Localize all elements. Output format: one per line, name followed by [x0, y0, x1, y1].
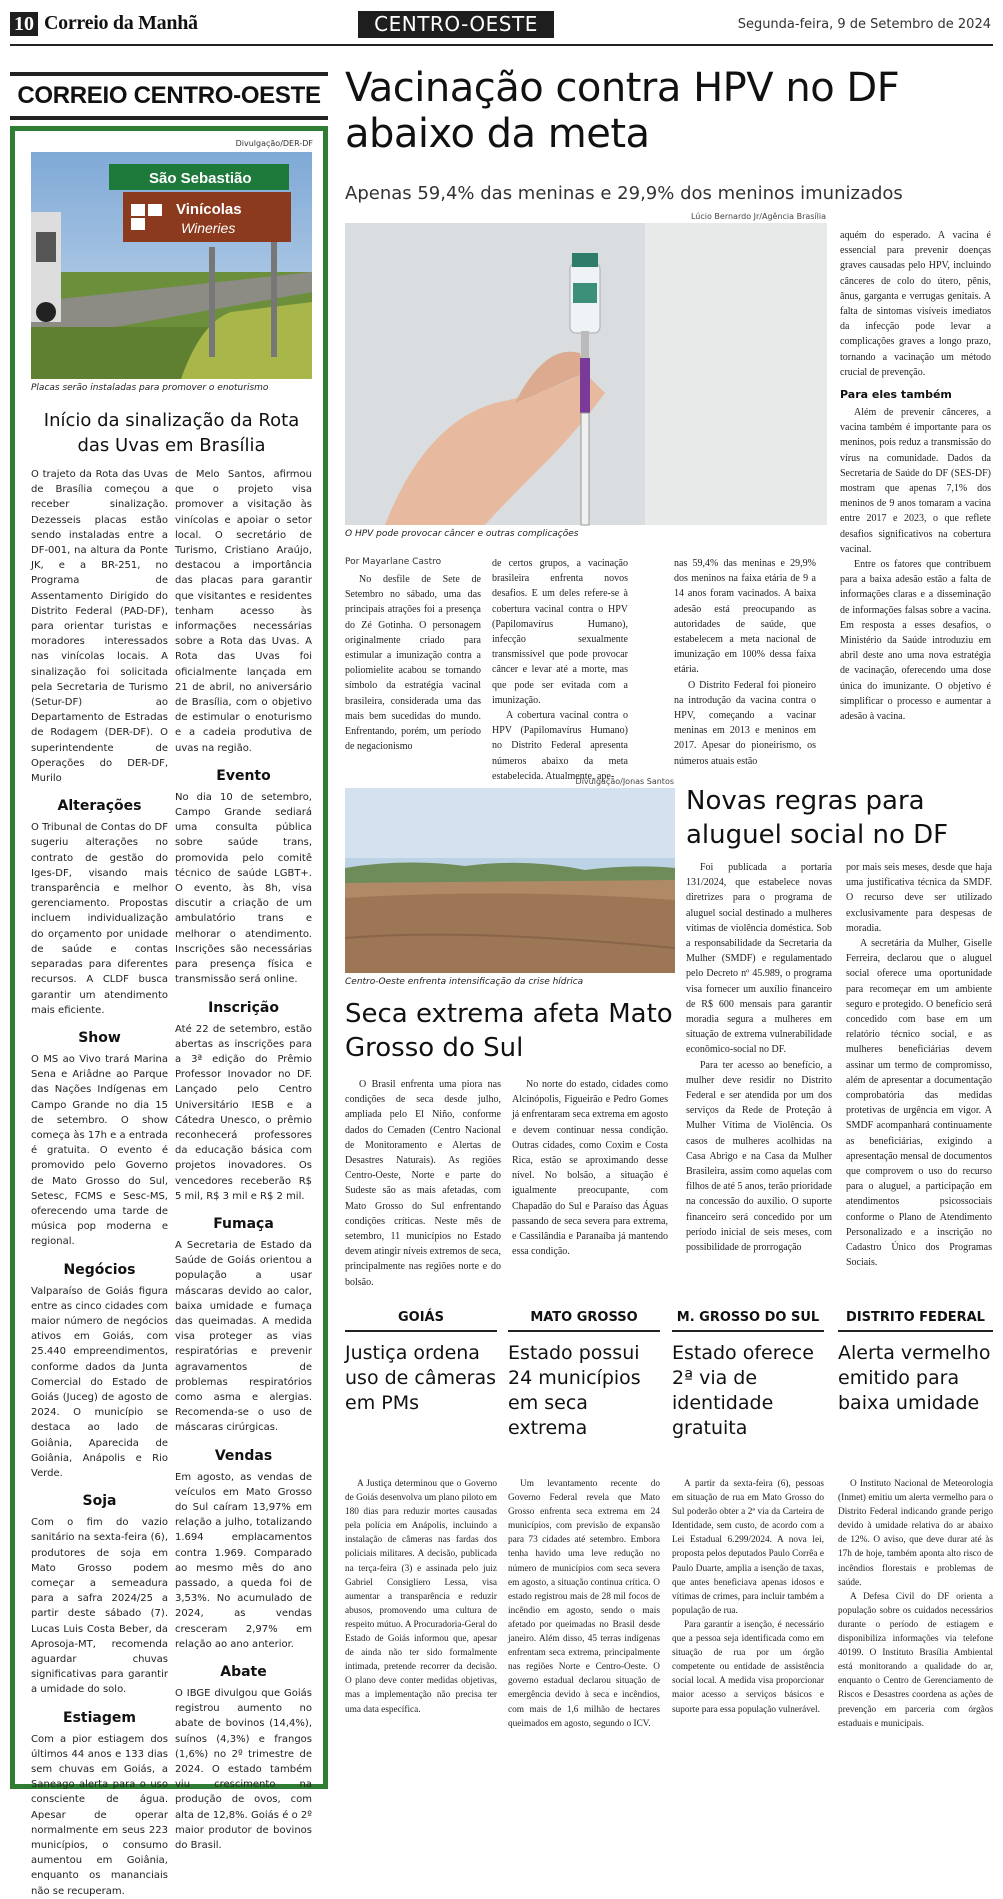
- issue-date: Segunda-feira, 9 de Setembro de 2024: [737, 17, 991, 32]
- paragraph: O Instituto Nacional de Meteorologia (Inmet) emitiu um alerta vermelho para o Distrito Federal indicando grande perigo devido à umidade relativa do ar abaixo de 12%. O aviso, que deve durar até às 17h de hoje, também aponta alto risco de incêndios florestais e problemas de saúde.: [838, 1479, 993, 1588]
- paragraph: A Justiça determinou que o Governo de Goiás desenvolva um plano piloto em 180 dias para reduzir mortes causadas pela polícia em Anápolis, incluindo a instalação de câmeras nas fardas dos policiais militares. A decisão, publicada na terça-feira (3) e assinada pelo juiz Gabriel Consigliero Lessa, visa aumentar a transparência e reduzir abusos, promovendo uma cultura de respeito mútuo. A Procuradoria-Geral do Estado de Goiás informou que, apesar de ainda não ter sido formalmente intimada, pretende recorrer da decisão. O plano deve conter medidas objetivas, mas a implementação não precisa ter uma data específica.: [345, 1479, 497, 1715]
- main-headline: Vacinação contra HPV no DF abaixo da meta: [345, 65, 900, 157]
- seca-column-1: [345, 1077, 501, 1290]
- paragraph: de certos grupos, a vacinação brasileira enfrenta novos desafios. E um deles refere-se à cobertura vacinal contra o HPV (Papilomavírus Humano), infecção sexualmente transmissível que pode provocar câncer e levar até a morte, mas que pode ser evitada com a imunização.: [492, 558, 628, 706]
- brief-tag-df: DISTRITO FEDERAL: [838, 1308, 993, 1332]
- seca-column-2: [512, 1077, 668, 1259]
- paragraph: Entre os fatores que contribuem para a baixa adesão estão a falta de informações claras e a disseminação de informações falsas sobre a vacina. Em resposta a esses desafios, o Ministério da Saúde introduziu em abril deste ano uma nova estratégia de vacinação, oferecendo uma dose única do imunizante. O objetivo é simplificar o processo e aumentar a adesão à vacina.: [840, 559, 991, 723]
- road-sign-photo: [31, 152, 312, 379]
- byline: Por Mayarlane Castro: [345, 557, 442, 567]
- paragraph: aquém do esperado. A vacina é essencial para prevenir doenças graves causadas pelo HPV, incluindo cânceres de colo do útero, pênis, ânus, garganta e verrugas genitais. A falta de sintomas visíveis imediatos da infecção pode levar a complicações graves a longo prazo, tornando a vacinação um método crucial de prevenção.: [840, 230, 991, 378]
- note-text: de Melo Santos, afirmou que o projeto visa promover a visitação às vinícolas e apoiar o setor local. O secretário de Turismo, Cristiano Araújo, destacou a importância das placas para garantir que visitantes e residentes tenham acesso às informações necessárias sobre a Rota das Uvas. A Rota das Uvas foi oficialmente lançada em 21 de abril, no aniversário de Brasília, com o objetivo de estimular o enoturismo e a cadeia produtiva de uvas na região.: [175, 469, 312, 754]
- newspaper-name: Correio da Manhã: [44, 12, 198, 34]
- aluguel-column-2: [846, 860, 992, 1270]
- note-text: Em agosto, as vendas de veículos em Mato Grosso do Sul caíram 13,97% em relação a julho, totalizando 1.694 emplacamentos contra 1.969. Comparado ao mesmo mês do ano passado, a queda foi de 3,53%. No acumulado de 2024, as vendas cresceram 2,97% em relação ao ano anterior.: [175, 1471, 312, 1650]
- brief-body: [345, 1477, 497, 1717]
- paragraph: Para ter acesso ao benefício, a mulher deve residir no Distrito Federal e ser atendida por um dos serviços da Rede de Proteção à Mulher Vítima de Violência. Os casos de mulheres acolhidas na Casa Abrigo e na Casa da Mulher Brasileira, assim como aquelas com filhos de até 5 anos, terão prioridade na concessão do auxílio. O suporte financeiro será concedido por um período inicial de seis meses, com possibilidade de prorrogação: [686, 1059, 832, 1254]
- paragraph: No desfile de Sete de Setembro no sábado, uma das principais atrações foi a presença do Zé Gotinha. O personagem originalmente criado para estimular a imunização contra a poliomielite acabou se tornando símbolo da estratégia vacinal brasileira, considerada uma das mais bem sucedidas do mundo. Enfrentando, porém, um período de negacionismo: [345, 574, 481, 753]
- photo-caption: Placas serão instaladas para promover o enoturismo: [31, 383, 269, 393]
- note-heading: Show: [78, 1029, 121, 1046]
- paragraph: O Distrito Federal foi pioneiro na introdução da vacina contra o HPV, começando a vacinar meninas em 2013 e meninos em 2017. Apesar do pioneirismo, os números atuais estão: [674, 679, 816, 767]
- note-text: O trajeto da Rota das Uvas de Brasília começou a receber sinalização. Dezesseis placas estão sendo instaladas entre a DF-001, na altura da Ponte JK, e a BR-251, no Programa de Assentamento Dirigido do Distrito Federal (PAD-DF), para orientar turistas e moradores interessados nas vinícolas locais. A sinalização foi solicitada pela Secretaria de Turismo (Setur-DF) ao Departamento de Estradas de Rodagem (DER-DF). O superintendente de Operações do DER-DF, Murilo: [31, 469, 168, 785]
- section-label: CENTRO-OESTE: [358, 11, 554, 38]
- paragraph: nas 59,4% das meninas e 29,9% dos meninos na faixa etária de 9 a 14 anos foram vacinados. A baixa adesão está preocupando as autoridades de saúde, que estabelecem a meta nacional de imunização em 100% dessa faixa etária.: [674, 558, 816, 676]
- brief-headline: Alerta vermelho emitido para baixa umidade: [838, 1342, 991, 1414]
- header-rule: [10, 44, 993, 46]
- paragraph: A cobertura vacinal contra o HPV (Papilomavírus Humano) no Distrito Federal apresenta números abaixo da meta estabelecida. Atualmente, ape-: [492, 710, 628, 782]
- left-column-title: CORREIO CENTRO-OESTE: [10, 72, 328, 120]
- photo-caption: O HPV pode provocar câncer e outras complicações: [345, 529, 579, 539]
- note-text: Até 22 de setembro, estão abertas as inscrições para a 3ª edição do Prêmio Professor Inovador no DF. Lançado pelo Centro Universitário IESB e a Cátedra Unesco, o prêmio reconhecerá professores da educação básica com projetos inovadores. Os vencedores receberão R$ 5 mil, R$ 3 mil e R$ 2 mil.: [175, 1023, 312, 1202]
- note-text: Com o fim do vazio sanitário na sexta-feira (6), produtores de soja em Mato Grosso podem começar a semeadura para a safra 2024/25 a partir deste sábado (7). Lucas Luis Costa Beber, da Aprosoja-MT, recomenda aguardar chuvas significativas para garantir a umidade do solo.: [31, 1517, 168, 1696]
- photo-credit: Lúcio Bernardo Jr/Agência Brasília: [690, 212, 826, 221]
- left-subcolumn-1: [31, 467, 168, 1899]
- main-column-4: [840, 228, 991, 724]
- subheading: Para eles também: [840, 388, 952, 402]
- brief-headline: Justiça ordena uso de câmeras em PMs: [345, 1342, 497, 1414]
- seca-headline: Seca extrema afeta Mato Grosso do Sul: [345, 999, 673, 1063]
- brief-body: [672, 1477, 824, 1717]
- aluguel-headline: Novas regras para aluguel social no DF: [686, 786, 949, 850]
- page-number: 10: [10, 12, 38, 36]
- brief-body: [508, 1477, 660, 1731]
- paragraph: A partir da sexta-feira (6), pessoas em situação de rua em Mato Grosso do Sul poderão obter a 2ª via da Carteira de Identidade, sem custo, de acordo com a Lei Estadual 6.299/2024. A nova lei, proposta pelos deputados Paulo Corrêa e Paulo Duarte, amplia a isenção de taxas, que antes beneficiava apenas idosos e vítimas de crimes, para incluir também a população de rua.: [672, 1479, 824, 1616]
- main-column-3: [674, 556, 816, 769]
- note-heading: Abate: [220, 1664, 267, 1681]
- brief-tag-ms: M. GROSSO DO SUL: [672, 1308, 824, 1332]
- main-subtitle: Apenas 59,4% das meninas e 29,9% dos meninos imunizados: [345, 183, 903, 204]
- left-column-box: [10, 126, 328, 1897]
- note-heading: Estiagem: [63, 1709, 136, 1726]
- note-text: O Tribunal de Contas do DF sugeriu alterações no contrato de gestão do Iges-DF, visando mais transparência e melhor gerenciamento. Propostas incluem individualização do orçamento por unidade de saúde e contas separadas para diferentes recursos. A CLDF busca garantir um atendimento mais eficiente.: [31, 822, 168, 1016]
- brief-body: [838, 1477, 993, 1731]
- sign-text-1: São Sebastião: [149, 170, 252, 187]
- main-column-2: [492, 556, 628, 784]
- left-subcolumn-2: [175, 467, 312, 1853]
- photo-caption: Centro-Oeste enfrenta intensificação da crise hídrica: [345, 977, 584, 987]
- note-text: No dia 10 de setembro, Campo Grande sediará uma consulta pública sobre saúde trans, promovida pelo comitê técnico de saúde LGBT+. O evento, às 8h, visa discutir a criação de um ambulatório trans e melhorar o atendimento. Inscrições são necessárias para presença física e transmissão será online.: [175, 791, 312, 986]
- paragraph: A secretária da Mulher, Giselle Ferreira, declarou que o aluguel social oferece uma oportunidade para recomeçar em um ambiente seguro e protegido. O benefício será concedido com base em um relatório técnico social, e as mulheres beneficiárias devem assinar um termo de compromisso, além de apresentar a documentação comprobatória das medidas protetivas de urgência em vigor. A SMDF acompanhará continuamente as beneficiárias, exigindo a apresentação mensal de documentos que comprovem o uso do recurso para o aluguel, a participação em atendimentos psicossociais conforme o Plano de Atendimento Personalizado e a inscrição no Cadastro Único dos Programas Sociais.: [846, 938, 992, 1269]
- note-heading: Vendas: [214, 1447, 273, 1464]
- paragraph: No norte do estado, cidades como Alcinópolis, Figueirão e Pedro Gomes já enfrentaram seca extrema em agosto e devem continuar nessa condição. Outras cidades, como Coxim e Costa Rica, estão se aproximando desse nível. No bolsão, a situação é igualmente preocupante, com Chapadão do Sul e Paraíso das Águas passando de seca severa para extrema, e Cassilândia e Paranaíba já mantendo essa condição.: [512, 1079, 668, 1258]
- brief-headline: Estado possui 24 municípios em seca extrema: [508, 1342, 641, 1439]
- note-heading: Fumaça: [213, 1215, 274, 1232]
- note-heading: Alterações: [57, 798, 142, 815]
- note-text: A Secretaria de Estado da Saúde de Goiás orientou a população a usar máscaras devido ao calor, baixa umidade e fumaça das queimadas. A medida visa proteger as vias respiratórias e prevenir agravamentos de problemas respiratórios como asma e alergias. Recomenda-se o uso de máscaras cirúrgicas.: [175, 1239, 312, 1434]
- paragraph: Além de prevenir cânceres, a vacina também é importante para os meninos, pois reduz a transmissão do vírus na comunidade. Dados da Secretaria de Saúde do DF (SES-DF) mostram que apenas 7,1% dos meninos de 9 anos tomaram a vacina entre 2017 e 2023, o que reflete desafios significativos na cobertura vacinal.: [840, 407, 991, 555]
- note-heading: Soja: [82, 1493, 117, 1510]
- brief-tag-mato-grosso: MATO GROSSO: [508, 1308, 660, 1332]
- paragraph: O Brasil enfrenta uma piora nas condições de seca desde julho, ampliada pelo El Niño, conforme dados do Cemaden (Centro Nacional de Monitoramento e Alertas de Desastres Naturais). As regiões Centro-Oeste, Norte e parte do Sudeste são as mais afetadas, com Mato Grosso do Sul enfrentando condições críticas. Neste mês de setembro, 11 municípios no Estado devem atingir níveis extremos de seca, principalmente nas regiões norte e do bolsão.: [345, 1079, 501, 1288]
- note-heading: Negócios: [63, 1261, 136, 1278]
- note-text: O IBGE divulgou que Goiás registrou aumento no abate de bovinos (14,4%), suínos (4,3%) e frangos (1,6%) no 2º trimestre de 2024. O estado também viu crescimento na produção de ovos, com alta de 12,8%. Goiás é o 2º maior produtor de bovinos do Brasil.: [175, 1688, 312, 1852]
- photo-credit: Divulgação/Jonas Santos: [575, 777, 674, 786]
- paragraph: Para garantir a isenção, é necessário que a pessoa seja identificada como em situação de rua por um órgão competente ou entidade de assistência social local. A medida visa proporcionar maior acesso a serviços básicos e suporte para essa população vulnerável.: [672, 1619, 824, 1715]
- aluguel-column-1: [686, 860, 832, 1255]
- sign-text-2: Vinícolas: [176, 201, 242, 218]
- brief-headline: Estado oferece 2ª via de identidade gratuita: [672, 1342, 814, 1439]
- brief-tag-goias: GOIÁS: [345, 1308, 497, 1332]
- note-heading: Evento: [216, 767, 271, 784]
- paragraph: Foi publicada a portaria 131/2024, que estabelece novas diretrizes para o programa de aluguel social destinado a mulheres vítimas de violência doméstica. Sob a responsabilidade da Secretaria da Mulher (SMDF) e regulamentado pelo Decreto nº 45.989, o programa visa fornecer um auxílio financeiro de R$ 600 mensais para garantir moradia segura a mulheres em situação de extrema vulnerabilidade econômico-social no DF.: [686, 862, 832, 1056]
- paragraph: Um levantamento recente do Governo Federal revela que Mato Grosso enfrenta seca extrema em 24 municípios, com previsão de expansão para 73 cidades até setembro. Embora tenha havido uma leve redução no número de municípios com seca severa em agosto, a situação continua crítica. O estado registrou mais de 28 mil focos de incêndio em agosto, sendo o mais afetado por queimadas no Brasil desde janeiro. Além disso, 45 terras indígenas enfrentam seca extrema, principalmente nas regiões Norte e Centro-Oeste. O governo estadual declarou situação de emergência devido à seca e incêndios, com mais de 1,6 milhão de hectares queimados em agosto, segundo o ICV.: [508, 1479, 660, 1729]
- note-text: O MS ao Vivo trará Marina Sena e Ariâdne ao Parque das Nações Indígenas em Campo Grande no dia 15 de setembro. O show começa às 17h e a entrada é gratuita. O evento é promovido pelo Governo de Mato Grosso do Sul, Setesc, FCMS e Sesc-MS, oferecendo uma tarde de música pop moderna e regional.: [31, 1053, 168, 1248]
- main-column-1: [345, 572, 481, 754]
- note-text: Com a pior estiagem dos últimos 44 anos e 133 dias sem chuvas em Goiás, a Saneago alerta para o uso consciente de água. Apesar de operar normalmente em seus 223 municípios, o consumo aumentou em Goiânia, enquanto os mananciais não se recuperam.: [31, 1733, 168, 1897]
- river-photo: [345, 788, 675, 973]
- paragraph: por mais seis meses, desde que haja uma justificativa técnica da SMDF. O recurso deve ser utilizado exclusivamente para despesas de moradia.: [846, 862, 992, 934]
- paragraph: A Defesa Civil do DF orienta a população sobre os cuidados necessários durante o período de estiagem e disponibiliza informações via telefone 40199. O Instituto Brasília Ambiental está monitorando a qualidade do ar, enquanto o Centro de Gerenciamento de Riscos e Desastres coordena as ações de prevenção em parceria com órgãos estaduais e municipais.: [838, 1591, 993, 1729]
- note-heading: Inscrição: [208, 999, 279, 1016]
- note-text: Valparaíso de Goiás figura entre as cinco cidades com maior número de negócios ativos em Goiás, com 25.440 empreendimentos, conforme dados da Junta Comercial do Estado de Goiás (Juceg) de agosto de 2024. O município se destaca ao lado de Goiânia, Aparecida de Goiânia, Anápolis e Rio Verde.: [31, 1285, 168, 1479]
- sign-text-3: Wineries: [181, 220, 236, 236]
- left-headline: Início da sinalização da Rota das Uvas em Brasília: [43, 410, 300, 456]
- photo-credit: Divulgação/DER-DF: [235, 139, 313, 148]
- vaccine-photo: [345, 223, 827, 525]
